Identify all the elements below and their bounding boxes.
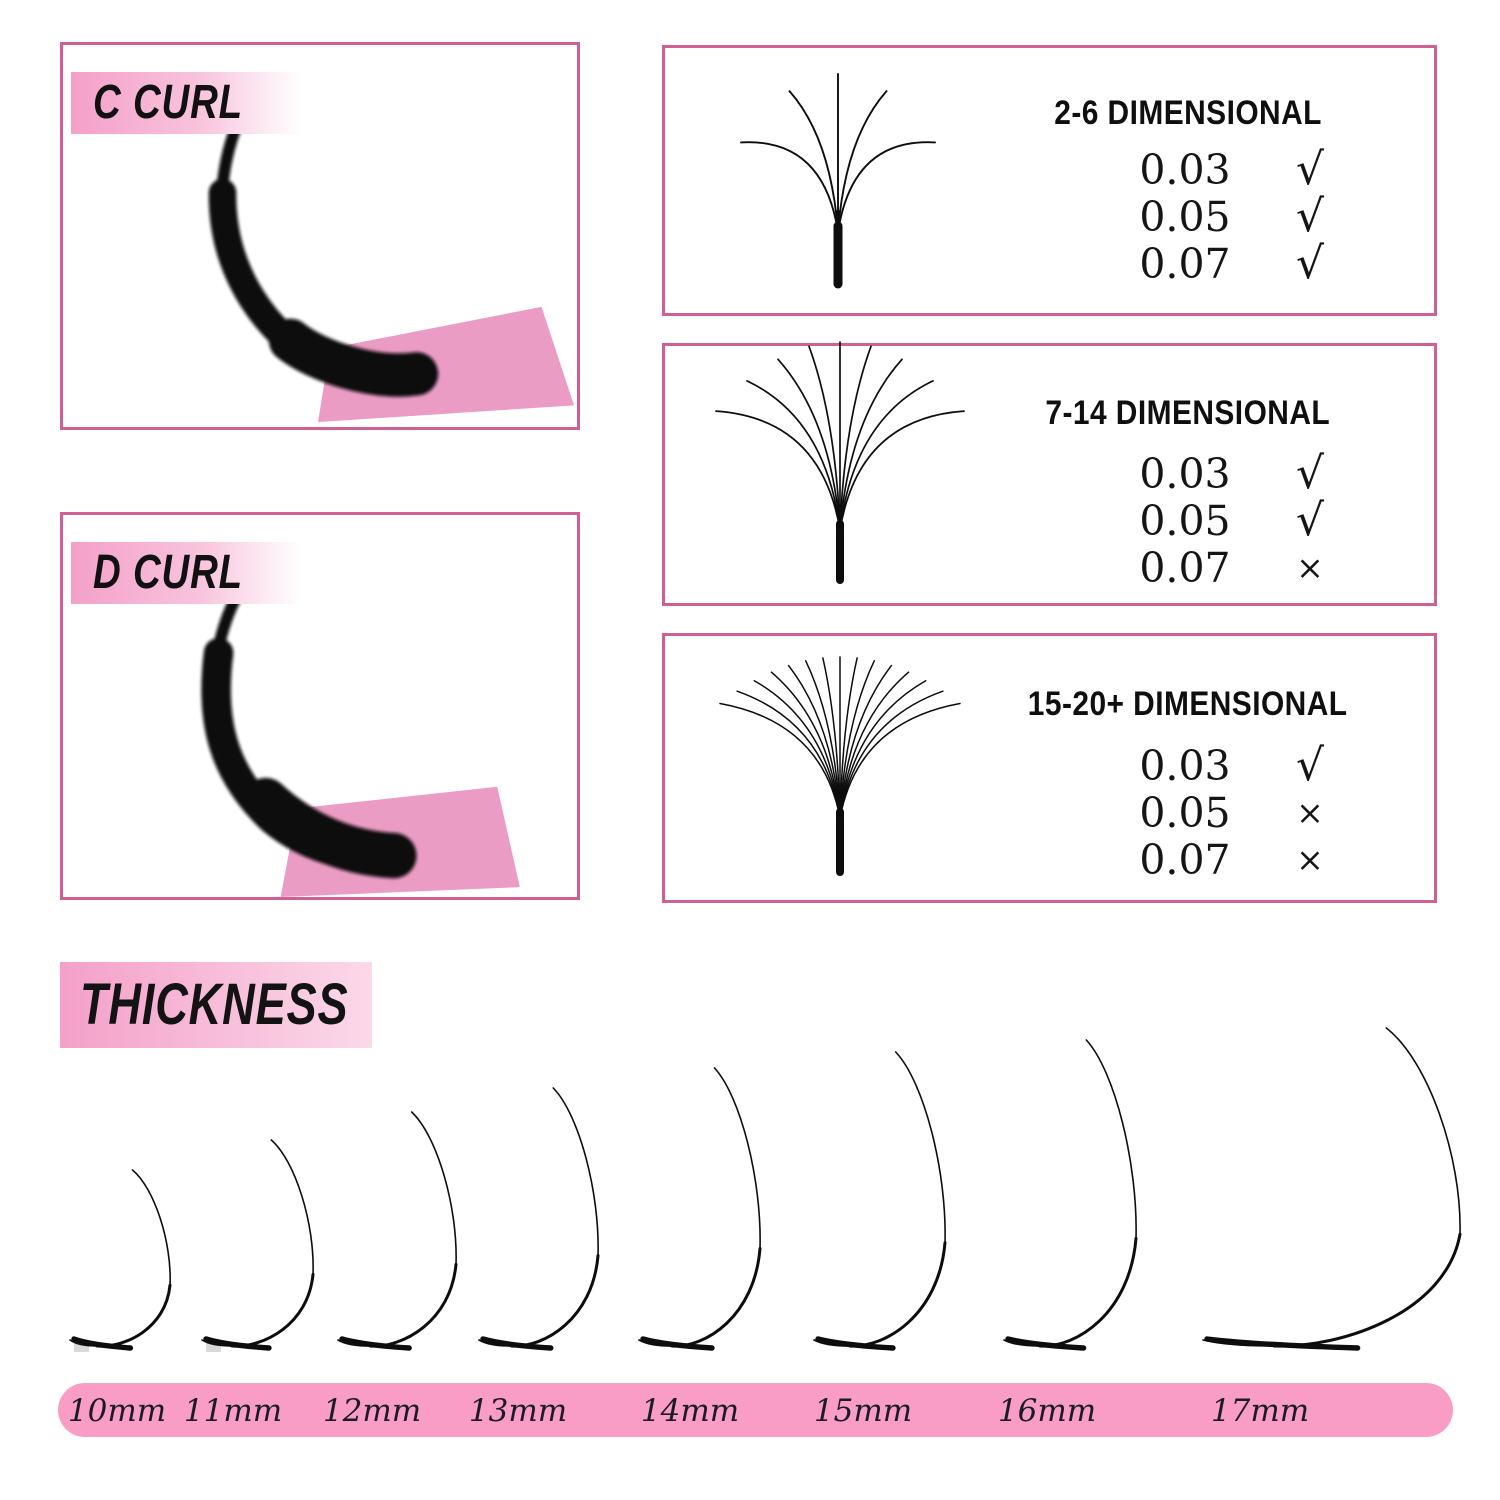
d-curl-label (71, 542, 302, 604)
size-value: 0.03 (1139, 741, 1231, 790)
size-mark: √ (1295, 144, 1325, 195)
size-mark: √ (1295, 191, 1325, 242)
size-value: 0.05 (1139, 788, 1231, 837)
dimensional-title (978, 94, 1398, 133)
dimensional-title-text: 2-6 DIMENSIONAL (1054, 94, 1322, 132)
length-label-14mm: 14mm (640, 1393, 740, 1429)
length-label-13mm: 13mm (468, 1393, 568, 1429)
c-curl-label-text: C CURL (93, 76, 243, 129)
dimensional-title-text: 7-14 DIMENSIONAL (1045, 394, 1331, 432)
size-row (1105, 742, 1435, 789)
size-mark: × (1296, 840, 1324, 879)
size-value: 0.05 (1139, 496, 1231, 545)
thickness-curves (70, 1028, 1460, 1352)
dimensional-card-15-20 (662, 633, 1437, 903)
tape-dot (206, 1341, 221, 1352)
d-curl-card (60, 512, 580, 900)
dimensional-card-7-14 (662, 343, 1437, 606)
length-label-15mm: 15mm (813, 1393, 913, 1429)
size-row (1105, 544, 1435, 591)
size-value: 0.05 (1139, 192, 1231, 241)
size-value: 0.07 (1139, 543, 1231, 592)
length-scale-bar (58, 1383, 1453, 1437)
size-row (1105, 836, 1435, 883)
length-label-10mm: 10mm (67, 1393, 167, 1429)
size-row (1105, 240, 1435, 287)
size-row (1105, 497, 1435, 544)
size-mark: × (1296, 793, 1324, 832)
length-label-16mm: 16mm (997, 1393, 1097, 1429)
size-value: 0.03 (1139, 145, 1231, 194)
tape-dot (74, 1341, 89, 1352)
dimensional-card-2-6 (662, 45, 1437, 316)
length-label-11mm: 11mm (183, 1393, 283, 1429)
dimensional-title (978, 394, 1398, 433)
size-row (1105, 193, 1435, 240)
length-label-12mm: 12mm (322, 1393, 422, 1429)
thickness-heading (60, 962, 372, 1048)
size-value: 0.07 (1139, 835, 1231, 884)
size-mark: √ (1295, 740, 1325, 791)
c-curl-card (60, 42, 580, 430)
size-row (1105, 146, 1435, 193)
size-rows (1105, 450, 1435, 591)
d-curl-label-text: D CURL (93, 546, 243, 599)
size-row (1105, 789, 1435, 836)
size-mark: × (1296, 548, 1324, 587)
c-curl-label (71, 72, 302, 134)
thickness-heading-text: THICKNESS (80, 972, 349, 1037)
size-value: 0.03 (1139, 449, 1231, 498)
size-value: 0.07 (1139, 239, 1231, 288)
size-row (1105, 450, 1435, 497)
size-mark: √ (1295, 238, 1325, 289)
length-label-17mm: 17mm (1210, 1393, 1310, 1429)
size-rows (1105, 146, 1435, 287)
dimensional-title-text: 15-20+ DIMENSIONAL (1028, 685, 1348, 723)
size-mark: √ (1295, 448, 1325, 499)
size-rows (1105, 742, 1435, 883)
dimensional-title (978, 685, 1398, 724)
size-mark: √ (1295, 495, 1325, 546)
